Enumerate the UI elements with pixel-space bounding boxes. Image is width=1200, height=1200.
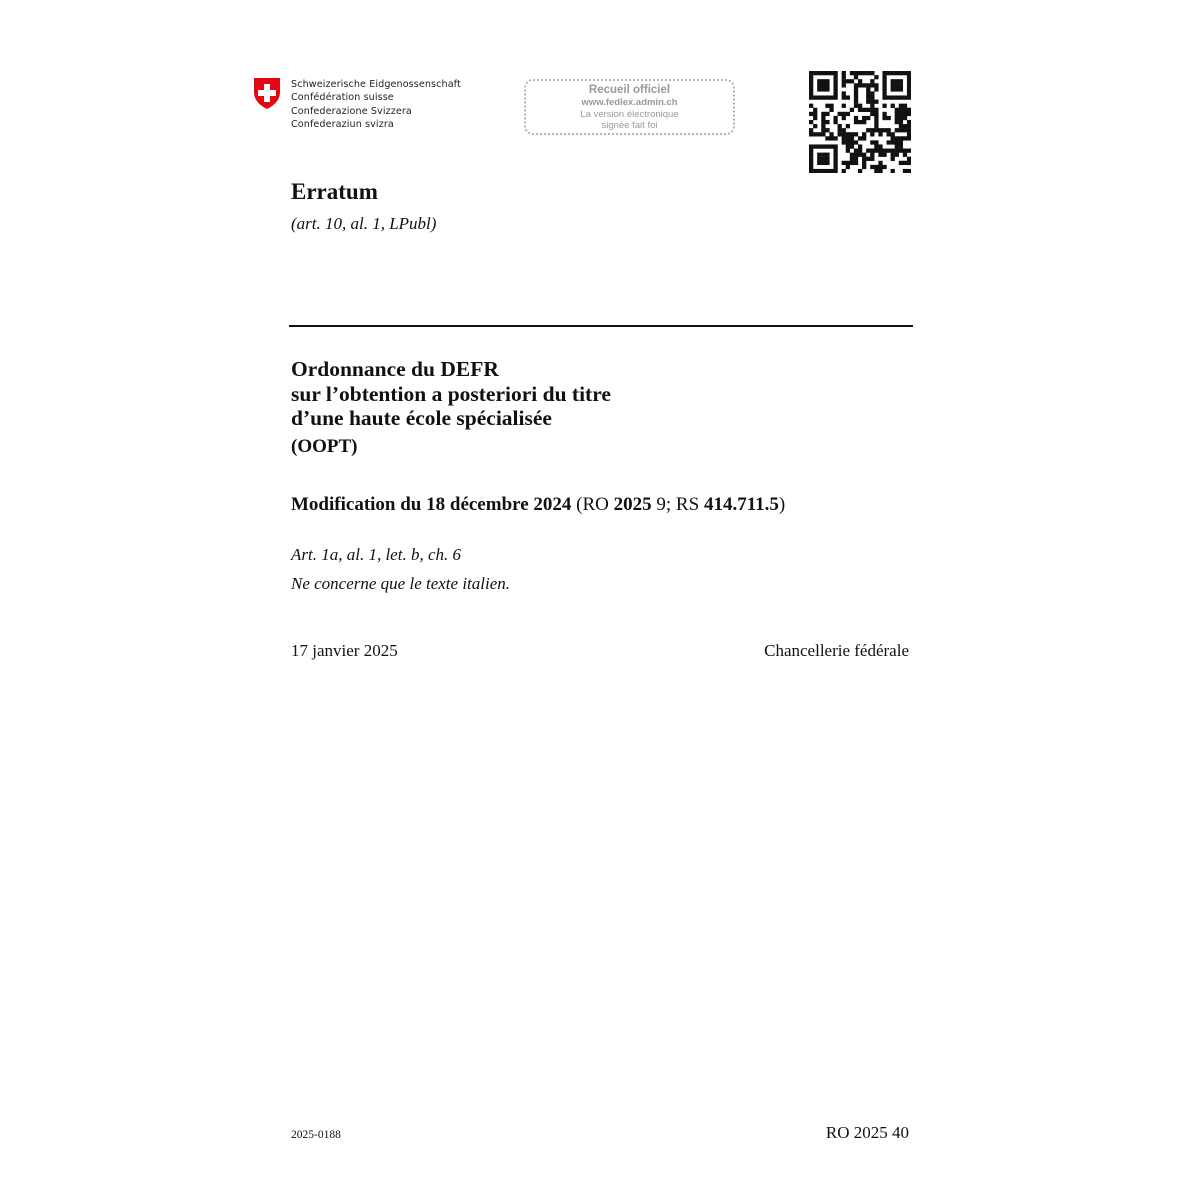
ro-page-reference: RO 2025 40 xyxy=(825,1123,909,1142)
confederation-names xyxy=(291,78,461,132)
modification-ro-rest: 9; RS xyxy=(651,494,704,515)
ordinance-title-line: d’une haute école spécialisée xyxy=(291,406,552,430)
modification-line xyxy=(291,494,785,516)
confederation-line-rm: Confederaziun svizra xyxy=(291,119,394,131)
stamp-title: Recueil officiel xyxy=(588,84,671,96)
divider xyxy=(289,325,913,327)
modification-ro-year: 2025 xyxy=(613,494,652,515)
ordinance-title-line: Ordonnance du DEFR xyxy=(291,357,499,381)
confederation-line-de: Schweizerische Eidgenossenschaft xyxy=(291,79,461,90)
modification-rs-number: 414.711.5 xyxy=(703,494,779,515)
ordinance-title xyxy=(291,357,611,431)
official-record-stamp xyxy=(524,79,735,135)
document-number: 2025-0188 xyxy=(291,1129,341,1141)
ordinance-abbreviation: (OOPT) xyxy=(291,436,358,457)
issuing-authority: Chancellerie fédérale xyxy=(764,641,909,660)
erratum-reference: (art. 10, al. 1, LPubl) xyxy=(291,214,437,233)
document-date: 17 janvier 2025 xyxy=(291,641,398,660)
swiss-cross-crest-icon xyxy=(253,77,281,110)
modification-label: Modification du 18 décembre 2024 xyxy=(291,494,572,515)
qr-code-icon xyxy=(809,71,911,173)
article-reference: Art. 1a, al. 1, let. b, ch. 6 xyxy=(291,545,461,564)
confederation-line-fr: Confédération suisse xyxy=(291,92,394,104)
erratum-title: Erratum xyxy=(291,179,378,204)
modification-paren-close: ) xyxy=(778,494,786,515)
stamp-url: www.fedlex.admin.ch xyxy=(581,97,678,108)
confederation-line-it: Confederazione Svizzera xyxy=(291,105,412,117)
stamp-line-4: signée fait foi xyxy=(601,120,658,131)
modification-paren-open: (RO xyxy=(571,494,614,515)
stamp-line-3: La version électronique xyxy=(580,109,679,120)
article-note: Ne concerne que le texte italien. xyxy=(291,574,511,593)
ordinance-title-line: sur l’obtention a posteriori du titre xyxy=(291,381,611,406)
